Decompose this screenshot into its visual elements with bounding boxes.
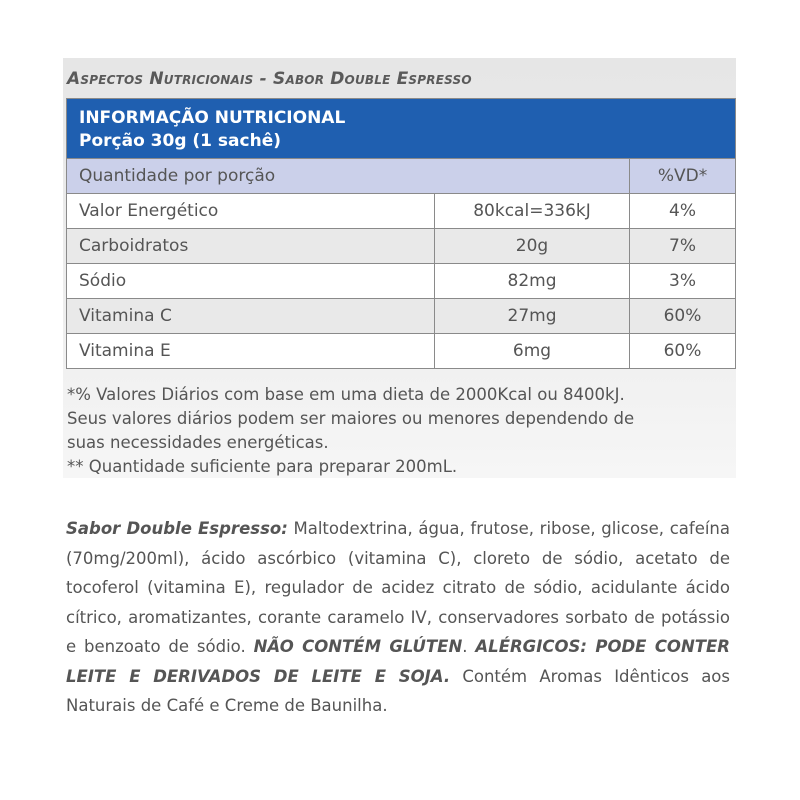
- nutrient-amount: 80kcal=336kJ: [435, 194, 630, 229]
- gluten-warning: NÃO CONTÉM GLÚTEN: [253, 637, 463, 656]
- nutrient-name: Carboidratos: [67, 229, 435, 264]
- allergen-warning: ALÉRGICOS: PODE CONTER LEITE E DERIVADOS DE LEITE E SOJA.: [66, 637, 730, 686]
- table-header: [67, 99, 736, 159]
- nutrient-vd: 60%: [630, 334, 736, 369]
- ingredients-label: Sabor Double Espresso:: [66, 519, 288, 538]
- gluten-period: .: [462, 637, 476, 656]
- nutrient-amount: 6mg: [435, 334, 630, 369]
- nutrient-name: Vitamina C: [67, 299, 435, 334]
- footnote-quantity: ** Quantidade suficiente para preparar 200mL.: [67, 457, 458, 476]
- table-row: [67, 229, 736, 264]
- table-row: [67, 264, 736, 299]
- nutrient-amount: 27mg: [435, 299, 630, 334]
- table-row: [67, 334, 736, 369]
- subheader-label: Quantidade por porção: [67, 159, 630, 194]
- nutrient-vd: 4%: [630, 194, 736, 229]
- nutrient-vd: 7%: [630, 229, 736, 264]
- panel-title: Aspectos Nutricionais - Sabor Double Espresso: [67, 69, 472, 89]
- table-row: [67, 299, 736, 334]
- nutrient-vd: 3%: [630, 264, 736, 299]
- nutrient-name: Valor Energético: [67, 194, 435, 229]
- footnote-daily-values: *% Valores Diários com base em uma dieta de 2000Kcal ou 8400kJ.: [67, 385, 625, 404]
- table-header-portion: Porção 30g (1 sachê): [79, 130, 281, 151]
- table-header-row: [67, 99, 736, 159]
- nutrition-table: [66, 98, 736, 369]
- nutrient-name: Vitamina E: [67, 334, 435, 369]
- ingredients-paragraph: [66, 514, 730, 721]
- nutrient-name: Sódio: [67, 264, 435, 299]
- aroma-note: Contém Aromas Idênticos aos Naturais de Café e Creme de Baunilha.: [66, 666, 731, 715]
- ingredients-list: Maltodextrina, água, frutose, ribose, glicose, cafeína (70mg/200ml), ácido ascórbico (vitamina C), cloreto de sódio, acetato de tocoferol (vitamina E), regulador de acidez citrato de sódio, acidulante ácido cítrico, aromatizantes, corante caramelo IV, conservadores sorbato de potássio e benzoato de sódio.: [66, 519, 730, 656]
- table-row: [67, 194, 736, 229]
- table-subheader-row: [67, 159, 736, 194]
- footnote-may-vary: Seus valores diários podem ser maiores ou menores dependendo de: [67, 409, 635, 428]
- table-header-title: INFORMAÇÃO NUTRICIONAL: [79, 107, 346, 128]
- nutrient-amount: 20g: [435, 229, 630, 264]
- footnote-energy-needs: suas necessidades energéticas.: [67, 433, 329, 452]
- subheader-vd: %VD*: [630, 159, 736, 194]
- nutrition-panel: [63, 58, 736, 478]
- nutrient-amount: 82mg: [435, 264, 630, 299]
- nutrient-vd: 60%: [630, 299, 736, 334]
- footnotes: [67, 383, 732, 479]
